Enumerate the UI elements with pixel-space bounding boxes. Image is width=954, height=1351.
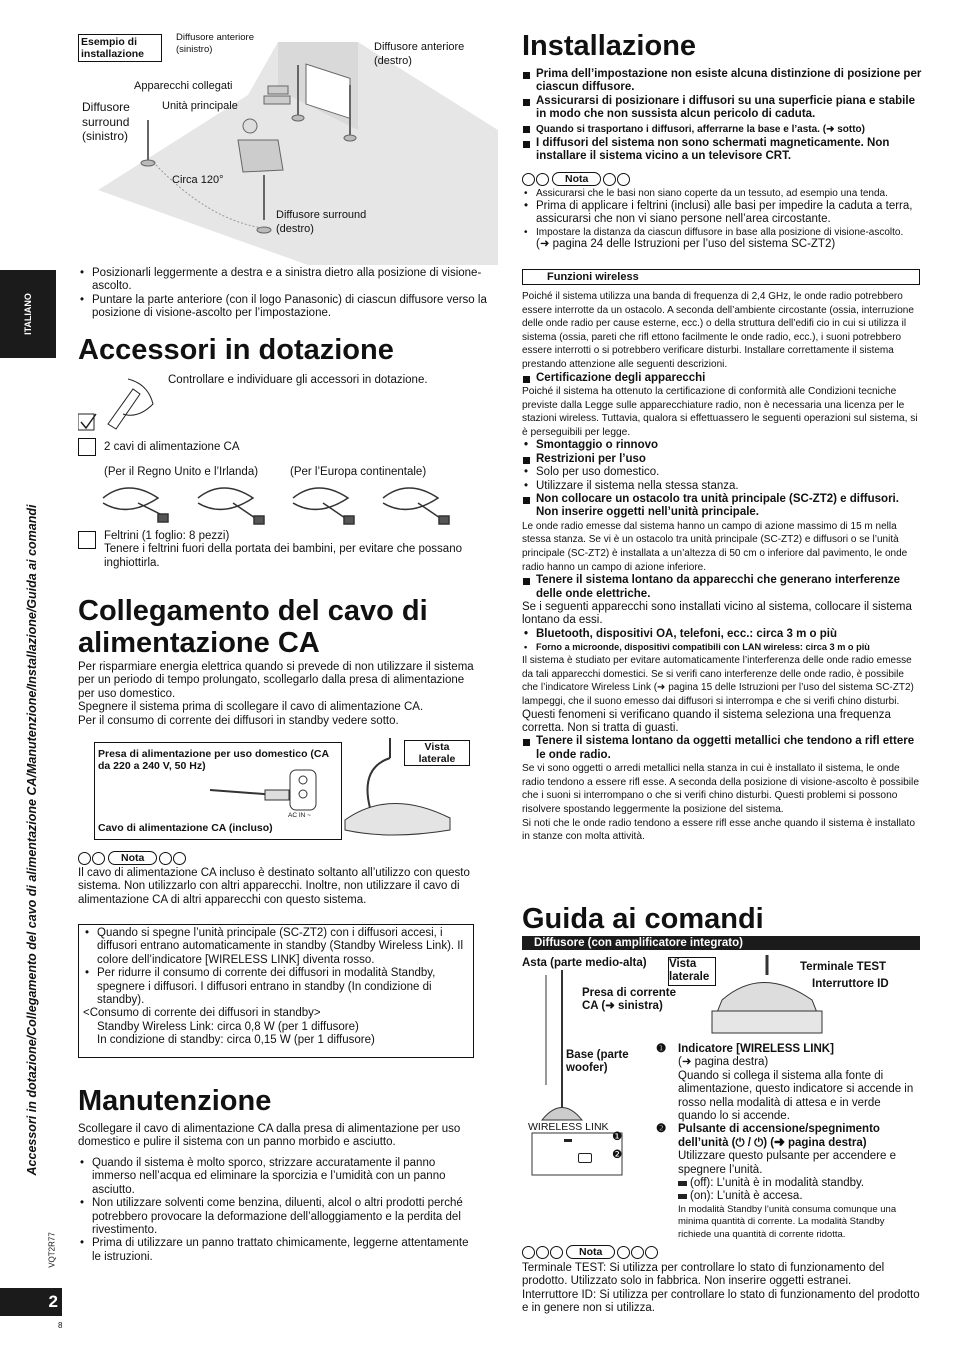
list-item: • Puntare la parte anteriore (con il logo Panasonic) di ciascun diffusore verso la posizione di visione-ascolto per l’impostazione.: [78, 294, 490, 321]
label-angle: Circa 120°: [172, 174, 224, 186]
list-item: • Prima di utilizzare un panno trattato chimicamente, leggerne attentamente le istruzioni.: [78, 1237, 480, 1264]
guida-nota-1: Terminale TEST: Si utilizza per controllare lo stato di funzionamento del prodotto. Utilizzato solo in fabbrica. Non inserire oggetti estranei.: [522, 1262, 885, 1288]
presa-text: Presa di corrente CA (➜ sinistra): [582, 987, 676, 1013]
nota-badge-installazione: [522, 172, 631, 186]
nota-label: Nota: [552, 172, 601, 186]
nota-badge-guida: [522, 1245, 659, 1259]
page-number: [0, 1288, 62, 1316]
state-off: [658, 1177, 920, 1190]
installazione-notes: [522, 188, 922, 239]
item-2-number: ❷: [656, 1123, 667, 1136]
wireless-body: [522, 290, 922, 844]
standby-consumo: <Consumo di corrente dei diffusori in standby>: [83, 1007, 321, 1020]
wireless-cert-p: Poiché il sistema ha ottenuto la certificazione di conformità alle Condizioni tecniche previste dalla Legge sulle apparecchiature radio, non è necessaria una licenza per le stazioni wireless. Tuttavia, qualora si effettuassero le seguenti operazioni sul sistema, si è perseguibili per legge.: [522, 385, 918, 438]
manutenzione-intro: Scollegare il cavo di alimentazione CA dalla presa di alimentazione per uso domestico e pulire il sistema con un panno morbido e asciutto.: [78, 1123, 461, 1149]
nota-circle-icon: [522, 173, 535, 186]
item-2-text: Utilizzare questo pulsante per accendere e spegnere l’unità.: [678, 1150, 896, 1176]
nota-circle-icon: [550, 1246, 563, 1259]
nota-circle-icon: [522, 1246, 535, 1259]
wireless-dist-p2: Il sistema è studiato per evitare automaticamente l’interferenza delle onde radio emesse da tali apparecchi domestici. Se si verifi cano interferenze delle onde radio, è possibile che l’indicatore Wireless Link (➜ pagina 15 delle Istruzioni per l’uso del sistema SC-ZT2) lampeggi, che il suono emesso dai diffusori si interrompa e che si verifi chino disturbi.: [522, 655, 914, 707]
list-item: • Per ridurre il consumo di corrente dei diffusori in modalità Standby, spegnere i diffusori. I diffusori entrano in standby (In condizione di standby).: [83, 967, 473, 1007]
doc-code: [47, 1232, 62, 1268]
nota-circle-icon: [631, 1246, 644, 1259]
item-1-title: Indicatore [WIRELESS LINK]: [678, 1043, 834, 1055]
label-base: Base (parte woofer): [566, 1049, 629, 1075]
item-1-number: ❶: [656, 1043, 667, 1055]
collegamento-p3: Per il consumo di corrente dei diffusori in standby vedere sotto.: [78, 714, 399, 727]
wireless-ost-p: Le onde radio emesse dal sistema hanno un campo di azione massimo di 15 m nella stessa stanza. Se vi è un ostacolo tra unità principale (SC-ZT2) e diffusori o se l’unità principale (SC-ZT2) è installata a un’altezza di 50 cm o inferiore dal pavimento, le onde radio hanno un campo di azione inferiore.: [522, 520, 908, 573]
guida-items: [658, 1043, 920, 1241]
list-item: • Forno a microonde, dispositivi compatibili con LAN wireless: circa 3 m o più: [522, 641, 922, 654]
fig-cable-label: Cavo di alimentazione CA (incluso): [98, 822, 273, 834]
fig-acin-label: AC IN ~: [288, 812, 311, 819]
label-uk: (Per il Regno Unito e l’Irlanda): [104, 466, 259, 478]
list-item: I diffusori del sistema non sono schermati magneticamente. Non installare il sistema vicino a un televisore CRT.: [522, 137, 922, 164]
list-item: • Utilizzare il sistema nella stessa stanza.: [522, 480, 922, 493]
power-cables-illustration: [98, 478, 458, 528]
state-on-text: (on): L’unità è accesa.: [690, 1190, 803, 1203]
wireless-metal-p2: Si noti che le onde radio tendono a essere rifl esse anche quando il sistema è installato in stanze con molta attività.: [522, 817, 916, 843]
wireless-link-indicator[interactable]: [564, 1139, 572, 1142]
marker-2: ❷: [612, 1149, 623, 1161]
accessori-intro: Controllare e individuare gli accessori in dotazione.: [168, 374, 428, 386]
sidebar-lang-tab: [0, 270, 56, 358]
install-diagram: [78, 30, 498, 265]
standby-line1: Standby Wireless Link: circa 0,8 W (per 1 diffusore): [97, 1020, 359, 1033]
collegamento-p1: Per risparmiare energia elettrica quando si prevede di non utilizzare il sistema per un periodo di tempo prolungato, scollegarlo dalla presa di alimentazione per uso domestico.: [78, 661, 474, 700]
state-on: [658, 1190, 920, 1203]
install-example-label: Esempio di installazione: [78, 34, 162, 62]
nota-circle-icon: [159, 852, 172, 865]
wireless-header: Funzioni wireless: [522, 269, 920, 285]
list-item: • Solo per uso domestico.: [522, 466, 922, 479]
list-item: Restrizioni per l’uso: [522, 453, 922, 466]
accessory-felts: [104, 530, 484, 570]
wireless-device-list: [522, 628, 922, 654]
sidebar-lang-label: ITALIANO: [23, 293, 33, 335]
nota-circle-icon: [617, 1246, 630, 1259]
list-item: Assicurarsi di posizionare i diffusori su una superficie piana e stabile in modo che non sussista alcun pericolo di caduta.: [522, 95, 922, 122]
pen-hand-icon: [78, 374, 158, 434]
collegamento-body: [78, 661, 478, 728]
item-1-ref: (➜ pagina destra): [678, 1056, 769, 1069]
small-page-number: 8: [58, 1321, 63, 1330]
accessory-cables: 2 cavi di alimentazione CA: [104, 441, 240, 453]
checkbox-felts[interactable]: [78, 531, 96, 549]
wireless-metal-list: [522, 735, 922, 762]
label-front-right: Diffusore anteriore (destro): [374, 41, 465, 67]
label-presa-corrente: [582, 987, 692, 1014]
nota-circle-icon: [173, 852, 186, 865]
standby-icon: [678, 1181, 687, 1186]
checkbox-cables[interactable]: [78, 438, 96, 456]
list-item: • Non utilizzare solventi come benzina, diluenti, alcol o altri prodotti perché potrebbero provocare la deformazione dell’alloggiamento e la perdita del rivestimento.: [78, 1197, 480, 1237]
nota-circle-icon: [78, 852, 91, 865]
fig-side-view: Vista laterale: [404, 740, 470, 766]
nota-circle-icon: [617, 173, 630, 186]
felts-note: Tenere i feltrini fuori della portata dei bambini, per evitare che possano inghiottirla.: [104, 543, 462, 569]
guida-nota: [522, 1262, 922, 1316]
fig-outlet-label: Presa di alimentazione per uso domestico (CA da 220 a 240 V, 50 Hz): [98, 748, 329, 772]
list-item: • Posizionarli leggermente a destra e a sinistra dietro alla posizione di visione-ascolto.: [78, 267, 490, 294]
item-2-title: Pulsante di accensione/spegnimento dell’unità (⏻ / ⏻) (➜ pagina destra): [678, 1123, 880, 1149]
list-item: • Smontaggio o rinnovo: [522, 439, 922, 452]
label-asta: Asta (parte medio-alta): [522, 957, 647, 969]
section-title-accessori: Accessori in dotazione: [78, 334, 394, 366]
list-item: • Impostare la distanza da ciascun diffusore in base alla posizione di visione-ascolto.: [522, 227, 922, 239]
standby-list: [83, 927, 473, 1007]
list-item: • Assicurarsi che le basi non siano coperte da un tessuto, ad esempio una tenda.: [522, 188, 922, 200]
installazione-note-ref: (➜ pagina 24 delle Istruzioni per l’uso del sistema SC-ZT2): [536, 238, 836, 250]
standby-small-note: In modalità Standby l’unità consuma comunque una minima quantità di corrente. La modalità Standby richiede una quantità di corrente ridotta.: [678, 1203, 897, 1240]
standby-info-box: [78, 924, 474, 1058]
wireless-link-label: WIRELESS LINK: [528, 1121, 609, 1133]
nota-circle-icon: [92, 852, 105, 865]
nota-circle-icon: [603, 173, 616, 186]
wireless-restr-list: [522, 439, 922, 519]
label-test-terminal: Terminale TEST: [800, 961, 887, 973]
wireless-dist-p3: Questi fenomeni si verificano quando il sistema seleziona una frequenza corretta. Non si tratta di guasti.: [522, 708, 891, 734]
nota-circle-icon: [536, 1246, 549, 1259]
wireless-metal-p: Se vi sono oggetti o arredi metallici nella stanza in cui è installato il sistema, le onde radio tendono a essere rifl esse. A seconda della posizione di visione-ascolto è possibile che i suoni si interrompano o che si verifi chino disturbi. Questi problemi si possono risolvere spostando leggermente la posizione del sistema.: [522, 763, 919, 815]
doc-code-text: VQT2R77: [47, 1232, 57, 1268]
collegamento-nota-text: Il cavo di alimentazione CA incluso è destinato soltanto all’utilizzo con questo sistema. Non utilizzarlo con altri apparecchi. Inoltre, non utilizzare il cavo di alimentazione CA di altri apparecchi con questo sistema.: [78, 867, 470, 906]
list-item: • Quando il sistema è molto sporco, strizzare accuratamente il panno immerso nell’acqua ed eliminare la sporcizia e l’umidità con un panno asciutto.: [78, 1157, 480, 1197]
felts-label: Feltrini (1 foglio: 8 pezzi): [104, 530, 230, 542]
list-item: Tenere il sistema lontano da apparecchi che generano interferenze delle onde elettriche.: [522, 574, 922, 601]
wireless-p1: Poiché il sistema utilizza una banda di frequenza di 2,4 GHz, le onde radio potrebbero essere interrotte da un ostacolo. A seconda dell’ambiente circostante (ossia, interruzione delle onde radio per cause esterne, ecc.) o della struttura dell’edifi cio in cui si utilizza il sistema (ossia, pareti che rifl ettono facilmente le onde radio, ecc.), i suoni potrebbero essere interrotti o si potrebbero verificare disturbi. Installare correttamente il sistema prestando attenzione alle seguenti descrizioni.: [522, 291, 914, 370]
state-off-text: (off): L’unità è in modalità standby.: [690, 1177, 865, 1190]
nota-label: Nota: [566, 1245, 615, 1259]
label-front-left: Diffusore anteriore (sinistro): [176, 32, 254, 55]
sidebar-title-text: Accessori in dotazione/Collegamento del cavo di alimentazione CA/Manutenzione/Installazione/Guida ai comandi: [25, 504, 39, 1176]
nota-circle-icon: [645, 1246, 658, 1259]
item-1-text: Quando si collega il sistema alla fonte di alimentazione, questo indicatore si accende in rosso nella modalità di attesa e in verde quando lo si accende.: [678, 1069, 914, 1123]
list-item: Certificazione degli apparecchi: [522, 372, 922, 385]
list-item: Prima dell’impostazione non esiste alcuna distinzione di posizione per ciascun diffusore.: [522, 68, 922, 95]
section-title-collegamento: Collegamento del cavo di alimentazione CA: [78, 595, 428, 659]
list-item: Quando si trasportano i diffusori, afferrarne la base e l’asta. (➜ sotto): [522, 122, 922, 137]
nota-badge-collegamento: [78, 851, 187, 865]
list-item: Tenere il sistema lontano da oggetti metallici che tendono a rifl ettere le onde radio.: [522, 735, 922, 762]
nota-label: Nota: [108, 851, 157, 865]
on-icon: [678, 1194, 687, 1199]
installazione-list: [522, 68, 922, 163]
label-surround-right: Diffusore surround (destro): [276, 209, 367, 235]
list-item: • Prima di applicare i feltrini (inclusi) alle basi per impedire la caduta a terra, assicurarsi che non vi siano persone nell’area circostante.: [522, 200, 922, 227]
wireless-cert-list: [522, 372, 922, 385]
guida-nota-2: Interruttore ID: Si utilizza per controllare lo stato di funzionamento del prodotto e in genere non si utilizza.: [522, 1288, 920, 1315]
page-number-text: 2: [48, 1292, 58, 1311]
standby-line2: In condizione di standby: circa 0,15 W (per 1 diffusore): [97, 1034, 375, 1047]
label-eu: (Per l’Europa continentale): [290, 466, 427, 478]
label-vista-laterale: Vista laterale: [668, 957, 716, 986]
item-2-heading: [658, 1123, 920, 1150]
section-title-manutenzione: Manutenzione: [78, 1085, 272, 1117]
nota-circle-icon: [536, 173, 549, 186]
guida-bar: Diffusore (con amplificatore integrato): [522, 936, 920, 950]
marker-1: ❶: [612, 1131, 623, 1143]
section-title-guida: Guida ai comandi: [522, 903, 764, 935]
wireless-dist-list: [522, 574, 922, 601]
list-item: • Bluetooth, dispositivi OA, telefoni, ecc.: circa 3 m o più: [522, 628, 922, 641]
sidebar-vertical-title: [25, 504, 52, 1176]
section-title-installazione: Installazione: [522, 30, 697, 62]
manutenzione-list: [78, 1157, 480, 1264]
label-main-unit: Unità principale: [162, 100, 238, 112]
connection-figure: [90, 738, 480, 844]
label-surround-left: Diffusore surround (sinistro): [82, 100, 130, 143]
list-item: Non collocare un ostacolo tra unità principale (SC-ZT2) e diffusori. Non inserire oggetti nell’unità principale.: [522, 493, 922, 520]
label-id-switch: Interruttore ID: [812, 978, 889, 990]
positioning-list: [78, 267, 490, 321]
collegamento-p2: Spegnere il sistema prima di scollegare il cavo di alimentazione CA.: [78, 701, 424, 714]
label-connected: Apparecchi collegati: [134, 80, 233, 92]
wireless-dist-p: Se i seguenti apparecchi sono installati vicino al sistema, collocare il sistema lontano da essi.: [522, 600, 912, 627]
power-button-icon[interactable]: [578, 1153, 592, 1163]
item-1-heading: [658, 1043, 920, 1056]
list-item: • Quando si spegne l’unità principale (SC-ZT2) con i diffusori accesi, i diffusori entrano automaticamente in standby (Standby Wireless Link). Il colore dell’indicatore [WIRELESS LINK] diventa rosso.: [83, 927, 473, 967]
